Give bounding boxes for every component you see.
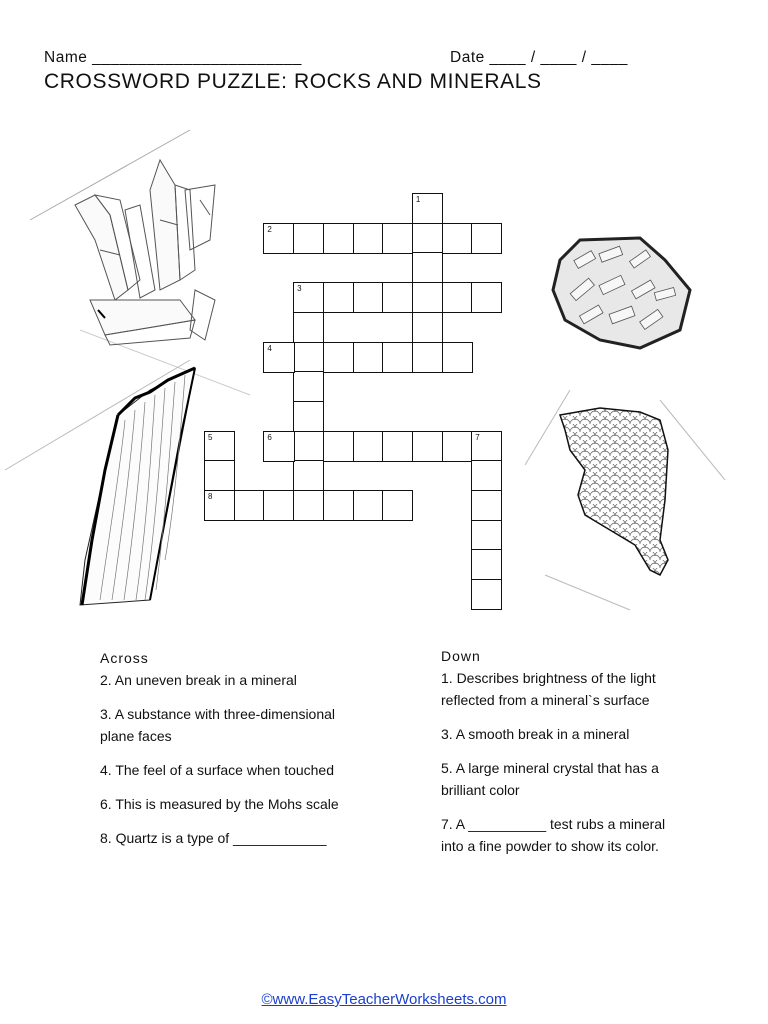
- grid-cell[interactable]: [471, 549, 502, 580]
- grid-cell[interactable]: [293, 490, 324, 521]
- across-clue-6: 6. This is measured by the Mohs scale: [100, 796, 339, 812]
- across-clues: [100, 647, 370, 861]
- across-clue-2: 2. An uneven break in a mineral: [100, 672, 297, 688]
- clue-number: 3: [297, 284, 302, 294]
- grid-cell[interactable]: [323, 431, 354, 462]
- grid-cell[interactable]: [471, 431, 502, 462]
- grid-cell[interactable]: [293, 431, 324, 462]
- grid-cell[interactable]: [323, 490, 354, 521]
- clue-number: 8: [208, 492, 213, 501]
- grid-cell[interactable]: [382, 431, 413, 462]
- clue-number: 7: [475, 432, 480, 442]
- grid-cell[interactable]: [471, 282, 502, 313]
- grid-cell[interactable]: [471, 579, 502, 610]
- grid-cell[interactable]: [412, 223, 443, 254]
- grid-cell[interactable]: [471, 490, 502, 521]
- grid-cell[interactable]: [471, 520, 502, 551]
- down-clue-1: 1. Describes brightness of the light reflected from a mineral`s surface: [441, 670, 656, 708]
- grid-cell[interactable]: [204, 460, 235, 491]
- grid-cell[interactable]: [234, 490, 265, 521]
- grid-cell[interactable]: [353, 223, 384, 254]
- grid-cell[interactable]: [382, 282, 413, 313]
- grid-cell[interactable]: [293, 460, 324, 491]
- grid-cell[interactable]: [293, 223, 324, 254]
- footer: [0, 991, 768, 1008]
- grid-cell[interactable]: [382, 490, 413, 521]
- grid-cell[interactable]: [412, 282, 443, 313]
- clue-number: 5: [208, 432, 213, 442]
- grid-cell[interactable]: [442, 282, 473, 313]
- name-field-label: Name _______________________: [44, 49, 302, 66]
- grid-cell[interactable]: [382, 342, 413, 373]
- date-field-label: Date ____ / ____ / ____: [450, 49, 628, 66]
- down-clue-5: 5. A large mineral crystal that has a brilliant color: [441, 760, 659, 798]
- grid-cell[interactable]: [293, 342, 324, 373]
- website-link[interactable]: ©www.EasyTeacherWorksheets.com: [261, 991, 507, 1008]
- grid-cell[interactable]: [263, 342, 294, 373]
- clue-number: 4: [267, 343, 272, 353]
- grid-cell[interactable]: [353, 342, 384, 373]
- down-clue-7: 7. A __________ test rubs a mineral into a fine powder to show its color.: [441, 816, 666, 854]
- grid-cell[interactable]: [293, 282, 324, 313]
- down-clues: [441, 645, 691, 869]
- grid-cell[interactable]: [442, 342, 473, 373]
- grid-cell[interactable]: [442, 223, 473, 254]
- grid-cell[interactable]: [471, 223, 502, 254]
- grid-cell[interactable]: [412, 252, 443, 283]
- grid-cell[interactable]: [323, 223, 354, 254]
- across-heading: Across: [100, 650, 149, 666]
- down-clue-3: 3. A smooth break in a mineral: [441, 726, 630, 742]
- grid-cell[interactable]: [263, 490, 294, 521]
- grid-cell[interactable]: [412, 431, 443, 462]
- grid-cell[interactable]: [293, 371, 324, 402]
- grid-cell[interactable]: [204, 431, 235, 462]
- grid-cell[interactable]: [382, 223, 413, 254]
- across-clue-8: 8. Quartz is a type of ____________: [100, 830, 327, 846]
- page-title: CROSSWORD PUZZLE: ROCKS AND MINERALS: [44, 70, 542, 93]
- across-clue-4: 4. The feel of a surface when touched: [100, 762, 335, 778]
- grid-cell[interactable]: [412, 312, 443, 343]
- grid-cell[interactable]: [323, 342, 354, 373]
- grid-cell[interactable]: [353, 282, 384, 313]
- grid-cell[interactable]: [293, 401, 324, 432]
- grid-cell[interactable]: [263, 223, 294, 254]
- grid-cell[interactable]: [323, 282, 354, 313]
- clue-number: 1: [415, 195, 421, 204]
- grid-cell[interactable]: [412, 342, 443, 373]
- down-heading: Down: [441, 648, 481, 664]
- clue-number: 6: [267, 432, 272, 442]
- grid-cell[interactable]: [263, 431, 294, 462]
- grid-cell[interactable]: [471, 460, 502, 491]
- clue-number: 2: [267, 224, 272, 234]
- grid-cell[interactable]: [353, 431, 384, 462]
- grid-cell[interactable]: [293, 312, 324, 343]
- grid-cell[interactable]: [204, 490, 235, 521]
- grid-cell[interactable]: [353, 490, 384, 521]
- across-clue-3: 3. A substance with three-dimensional plane faces: [100, 706, 336, 744]
- grid-cell[interactable]: [442, 431, 473, 462]
- grid-cell[interactable]: [412, 193, 443, 224]
